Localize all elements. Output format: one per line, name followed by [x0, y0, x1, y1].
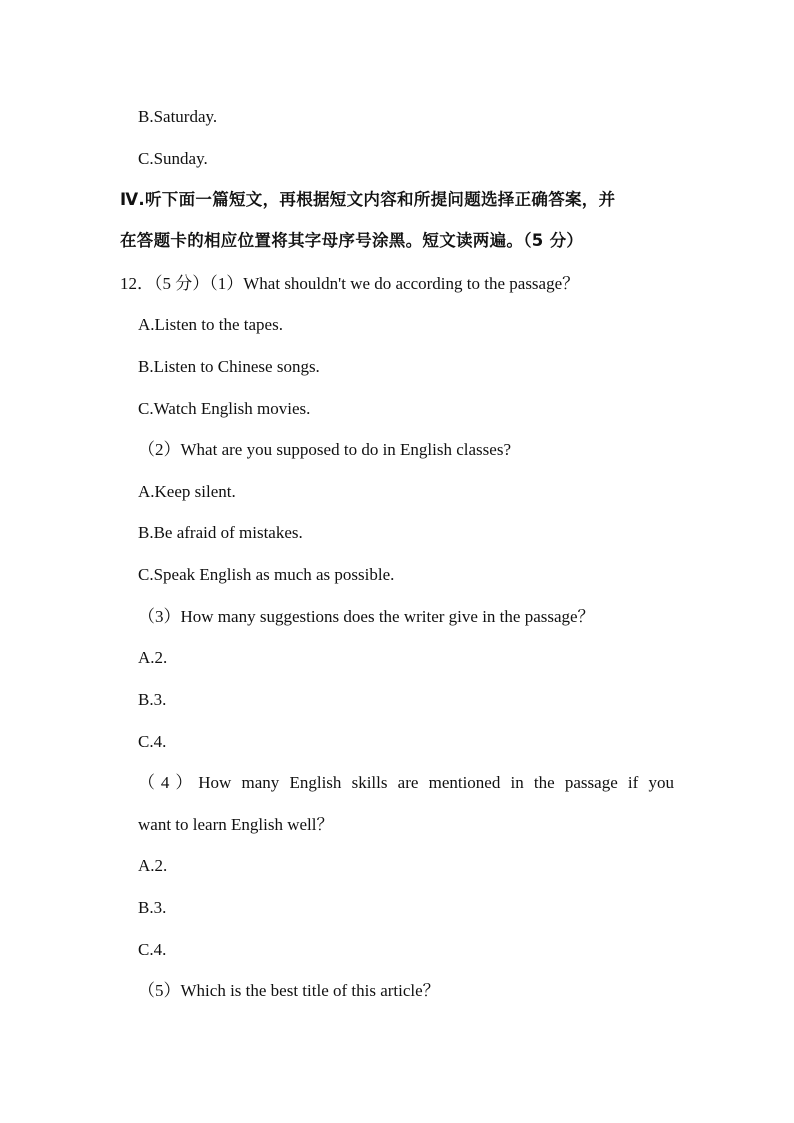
q1-option-b: B.Listen to Chinese songs. [138, 357, 320, 376]
option-prev-b: B.Saturday. [138, 107, 218, 126]
q4-option-c: C.4. [138, 940, 167, 959]
q1-option-a: A.Listen to the tapes. [138, 315, 283, 334]
q2-text: （2）What are you supposed to do in English classes? [138, 440, 511, 459]
q5-text: （5）Which is the best title of this article？ [138, 981, 440, 1000]
q2-option-b: B.Be afraid of mistakes. [138, 523, 303, 542]
q1-option-c: C.Watch English movies. [138, 399, 311, 418]
section-heading-line2: 在答题卡的相应位置将其字母序号涂黑。短文读两遍。（5 分） [120, 231, 584, 250]
q4-option-a: A.2. [138, 856, 168, 875]
q2-option-a: A.Keep silent. [138, 482, 236, 501]
q4-text-line2: want to learn English well？ [138, 815, 334, 834]
question-12-intro: 12．（5 分）（1）What shouldn't we do according to the passage？ [120, 274, 580, 293]
q4-text-line1: （4）How many English skills are mentioned in the passage if you [138, 773, 674, 792]
option-prev-c: C.Sunday. [138, 149, 208, 168]
q4-option-b: B.3. [138, 898, 167, 917]
q3-option-a: A.2. [138, 648, 168, 667]
section-heading-line1: Ⅳ.听下面一篇短文，再根据短文内容和所提问题选择正确答案，并 [120, 190, 616, 209]
q3-option-b: B.3. [138, 690, 167, 709]
q3-text: （3）How many suggestions does the writer give in the passage？ [138, 607, 595, 626]
q2-option-c: C.Speak English as much as possible. [138, 565, 395, 584]
q3-option-c: C.4. [138, 732, 167, 751]
